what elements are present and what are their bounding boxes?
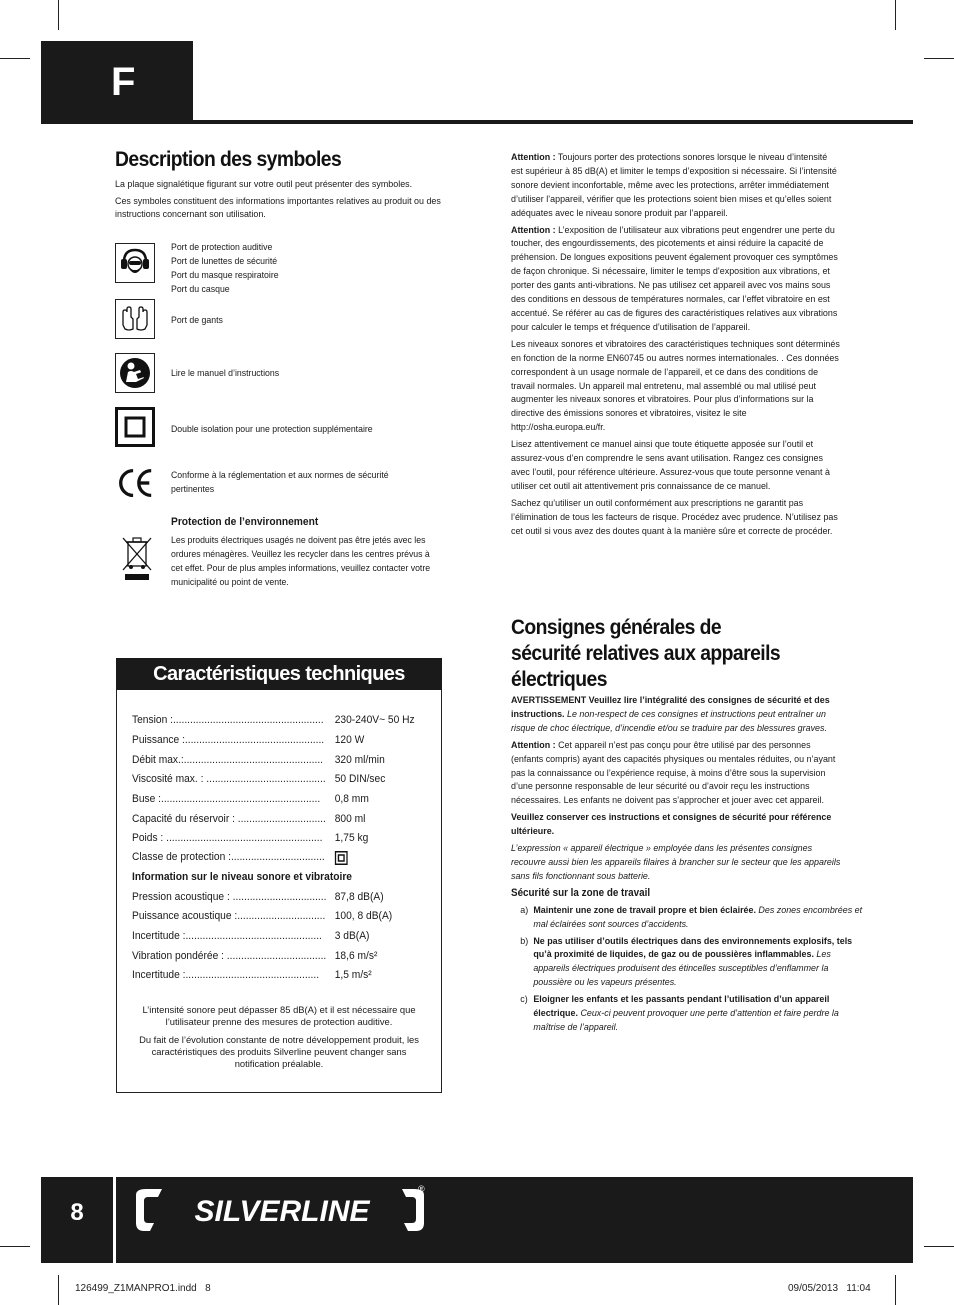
spec-label: Capacité du réservoir : ............................... [132, 813, 326, 825]
body-paragraph: Les niveaux sonores et vibratoires des caractéristiques techniques sont déterminés en fonction de la norme EN60745 ou autres normes internationales. . Ces données correspondent à un usage normale de l’appareil, et ce dans des conditions de travail normales. Un appareil mal entretenu, mal assemblé ou mal utilisé peut augmenter les niveaux sonores et vibratoires. Pour plus d’informations sur la directive des émissions sonores et vibratoires, visitez le site http://osha.europa.eu/fr. [511, 338, 840, 434]
ce-mark-icon [115, 463, 155, 503]
spec-value: 87,8 dB(A) [334, 891, 384, 903]
spec-label: Incertitude :............................................... [132, 969, 320, 981]
spec-label: Incertitude :................................................ [132, 930, 322, 942]
work-area-title [511, 887, 841, 901]
noise-row [132, 891, 411, 904]
crop-mark [895, 0, 896, 30]
list-item-bold: Eloigner les enfants et les passants pendant l’utilisation d’un appareil électrique. [533, 994, 830, 1020]
spec-row [132, 813, 411, 826]
spec-label: Buse :........................................................ [132, 793, 321, 805]
list-item-italic: Ceux-ci peuvent provoquer une perte d’attention et faire perdre la maîtrise de l’appareil. [533, 1008, 839, 1033]
spec-label: Classe de protection :................................. [132, 851, 325, 863]
symbols-intro-2: Ces symboles constituent des informations importantes relatives au produit ou des instructions concernant son utilisation. [115, 195, 441, 221]
symbol-text: Port de lunettes de sécurité [171, 255, 278, 266]
silverline-logo [132, 1187, 432, 1233]
symbol-text: Port du casque [171, 283, 230, 294]
symbol-text: Double isolation pour une protection supplémentaire [171, 423, 373, 434]
symbol-row-double-insulation [115, 407, 445, 449]
spec-row [132, 754, 411, 767]
spec-value: 0,8 mm [334, 793, 369, 805]
ppe-icon [115, 243, 155, 283]
safety-title-line: sécurité relatives aux appareils [511, 642, 781, 665]
noise-row [132, 930, 411, 943]
symbol-text: Conforme à la réglementation et aux normes de sécurité [171, 469, 389, 480]
spec-label: Vibration pondérée : ................................... [132, 950, 327, 962]
file-slug: 126499_Z1MANPRO1.indd 8 [75, 1283, 211, 1294]
specs-note-2: Du fait de l’évolution constante de notre développement produit, les caractéristiques des produits Silverline peuvent changer sans notification préalable. [139, 1034, 419, 1069]
spec-value: 18,6 m/s² [334, 950, 378, 962]
gloves-icon [115, 299, 155, 339]
right-column-bottom [511, 694, 863, 1038]
crop-mark [924, 58, 954, 59]
symbol-text: Port du masque respiratoire [171, 269, 279, 280]
symbols-section [115, 148, 445, 225]
keep-instructions-text: Veuillez conserver ces instructions et consignes de sécurité pour référence ultérieure. [511, 812, 832, 838]
symbol-row-ce [115, 463, 445, 505]
environment-block [115, 516, 445, 596]
spec-row [132, 832, 411, 845]
attention-paragraph [511, 739, 841, 809]
noise-row [132, 950, 411, 963]
list-item-italic: Les appareils électriques produisent des étincelles susceptibles d’enflammer la poussière ou les vapeurs présentes. [533, 949, 831, 989]
spec-label: Puissance :................................................. [132, 734, 325, 746]
list-item-italic: Des zones encombrées et mal éclairées sont sources d’accidents. [533, 904, 863, 930]
list-item [511, 904, 863, 932]
list-item-bold: Ne pas utiliser d’outils électriques dans des environnements explosifs, tels qu’à proximité de liquides, de gaz ou de poussières inflammables. [533, 935, 853, 961]
attention-label: Attention : [511, 224, 556, 236]
crop-mark [895, 1275, 896, 1305]
expression-note [511, 842, 841, 884]
symbol-text: Port de protection auditive [171, 241, 273, 252]
spec-row [132, 714, 415, 727]
specs-note-1: L’intensité sonore peut dépasser 85 dB(A) et il est nécessaire que l’utilisateur prenne des mesures de protection auditive. [142, 1004, 416, 1027]
spec-label: Débit max.:................................................. [132, 754, 324, 766]
header-rule [41, 120, 913, 124]
footer-divider [113, 1177, 116, 1263]
attention-text: L’exposition de l’utilisateur aux vibrations peut engendrer une perte du toucher, des engourdissements, des picotements et ainsi réduire la capacité de préhension. De longues expositions peuvent également provoquer ces symptômes de façon chronique. Si nécessaire, limiter le temps d’exposition aux vibrations, et porter des gants anti-vibrations. Ne pas utilisez cet appareil avec vos mains sous des conditions en dessous de températures normales, car l’effet vibratoire en est accentué. Se référer au cas de figures des caractéristiques relatives aux vibrations pour calculer le temps et fréquence d’utilisation de l’appareil. [511, 224, 838, 333]
logo-graphic [132, 1187, 432, 1233]
warning-paragraph [511, 694, 841, 736]
symbol-text: Port de gants [171, 314, 223, 325]
symbol-row-manual [115, 353, 445, 395]
list-item [511, 935, 863, 991]
symbol-text: Lire le manuel d’instructions [171, 367, 280, 378]
attention-text: Cet appareil n’est pas conçu pour être utilisé par des personnes (enfants compris) ayant des capacités physiques ou mentales réduites, ou n’ayant pas la connaissance ou l’expérience requise, à moins d’être sous la supervision d’une personne responsable de leur sécurité ou d’avoir reçu les instructions nécessaires. Les enfants ne doivent pas s’approcher et jouer avec cet appareil. [511, 739, 836, 807]
spec-row [132, 773, 411, 786]
spec-row [132, 734, 411, 747]
spec-value: 100, 8 dB(A) [334, 910, 393, 922]
double-insulation-icon [115, 407, 155, 447]
page-number: 8 [70, 1199, 84, 1226]
spec-value: 800 ml [334, 813, 366, 825]
registered-mark: ® [418, 1184, 425, 1194]
attention-text: Toujours porter des protections sonores lorsque le niveau d’intensité est supérieur à 85 dB(A) et limiter le temps d’exposition si nécessaire. Si l’intensité sonore devient inconfortable, même avec les protections, arrêter immédiatement d’utiliser l’appareil, vérifier que les protections soient bien mises et qu’elles soient adéquates avec le niveau sonore produit par l’appareil. [511, 152, 837, 219]
crop-mark [0, 58, 30, 59]
attention-paragraph [511, 151, 841, 221]
list-item-label: c) [520, 994, 528, 1006]
noise-row [132, 969, 411, 982]
noise-row [132, 910, 411, 923]
spec-label: Viscosité max. : .......................................... [132, 773, 326, 785]
spec-row [132, 793, 411, 806]
spec-value: 320 ml/min [334, 754, 385, 766]
right-column-top [511, 151, 841, 541]
spec-value: 230-240V~ 50 Hz [334, 714, 415, 726]
symbols-intro-1: La plaque signalétique figurant sur votre outil peut présenter des symboles. [115, 179, 413, 190]
spec-label: Puissance acoustique :............................... [132, 910, 326, 922]
spec-value: 1,5 m/s² [334, 969, 372, 981]
spec-row [132, 851, 411, 864]
environment-text: Les produits électriques usagés ne doivent pas être jetés avec les ordures ménagères. Veuillez les recycler dans les centres prévus à cet effet. Pour de plus amples informations, veuillez contacter votre municipalité ou point de vente. [171, 534, 431, 587]
attention-paragraph [511, 224, 841, 335]
logo-wordmark: SILVERLINE [194, 1195, 370, 1228]
weee-bin-icon [119, 534, 155, 582]
list-item-label: b) [520, 935, 529, 947]
body-paragraph: Lisez attentivement ce manuel ainsi que toute étiquette apposée sur l’outil et assurez-vous d’en comprendre le sens avant utilisation. Rangez ces consignes avec l’outil, pour référence ultérieure. Assurez-vous que toute personne venant à utiliser cet outil ait attentivement pris connaissance de ce manuel. [511, 439, 830, 492]
spec-label: Tension :..................................................... [132, 714, 324, 726]
crop-mark [58, 0, 59, 30]
spec-value: 3 dB(A) [334, 930, 370, 942]
spec-value: 120 W [334, 734, 365, 746]
list-item-label: a) [520, 904, 529, 916]
list-item [511, 993, 863, 1035]
manual-icon [115, 353, 155, 393]
work-area-title-text: Sécurité sur la zone de travail [511, 886, 651, 899]
warning-bold: AVERTISSEMENT Veuillez lire l’intégralité des consignes de sécurité et des instructions. [511, 695, 830, 720]
safety-title-line: Consignes générales de [511, 616, 722, 639]
class-ii-icon [335, 851, 348, 867]
spec-label: Poids : ....................................................... [132, 832, 323, 844]
spec-value: 1,75 kg [334, 832, 369, 844]
warning-italic: Le non-respect de ces consignes et instructions peut entraîner un risque de choc électrique, d’incendie et/ou se traduire par des blessures graves. [511, 708, 827, 734]
symbol-row-gloves [115, 299, 445, 341]
crop-mark [924, 1246, 954, 1247]
body-paragraph: Sachez qu’utiliser un outil conformément aux prescriptions ne garantit pas l’élimination de tous les facteurs de risque. Procédez avec prudence. N’utilisez pas cet outil si vous avez des doutes quant à la manière sûre et correcte de procéder. [511, 497, 838, 537]
safety-title-line: électriques [511, 668, 607, 691]
symbols-title: Description des symboles [115, 148, 342, 171]
safety-title [511, 615, 871, 693]
keep-instructions [511, 811, 841, 839]
crop-mark [0, 1246, 30, 1247]
crop-mark [58, 1275, 59, 1305]
spec-label: Pression acoustique : ................................. [132, 891, 327, 903]
symbol-row-ppe [115, 241, 445, 294]
attention-label: Attention : [511, 739, 556, 751]
symbol-text: pertinentes [171, 483, 215, 494]
list-item-bold: Maintenir une zone de travail propre et bien éclairée. [533, 904, 756, 916]
noise-title: Information sur le niveau sonore et vibratoire [132, 871, 353, 883]
language-tab: F [41, 41, 193, 123]
print-date: 09/05/2013 11:04 [788, 1283, 871, 1294]
spec-value: 50 DIN/sec [334, 773, 386, 785]
expression-note-text: L’expression « appareil électrique » employée dans les présentes consignes recouvre aussi bien les appareils filaires à brancher sur le secteur que les appareils sans fils fonctionnant sous batterie. [511, 843, 841, 882]
specs-title: Caractéristiques techniques [116, 658, 442, 690]
environment-title: Protection de l’environnement [171, 516, 319, 528]
attention-label: Attention : [511, 152, 556, 163]
